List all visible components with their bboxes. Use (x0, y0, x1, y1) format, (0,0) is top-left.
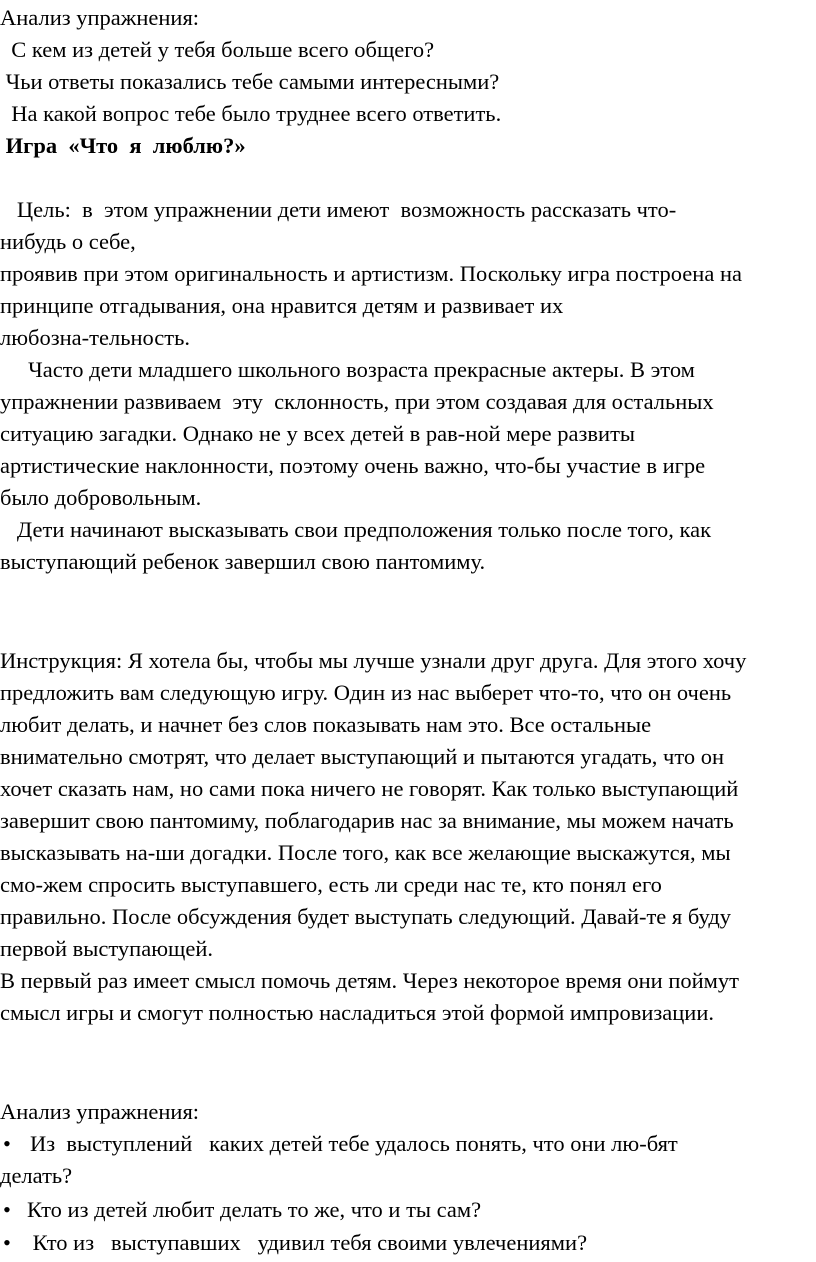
goal-line-8: ситуацию загадки. Однако не у всех детей в рав-ной мере развиты (0, 421, 636, 446)
bullet-1-line-1: Из выступлений каких детей тебе удалось понять, что они лю-бят (30, 1131, 678, 1156)
goal-line-9: артистические наклонности, поэтому очень важно, что-бы участие в игре (0, 453, 706, 478)
instruction-line-1: Инструкция: Я хотела бы, чтобы мы лучше узнали друг друга. Для этого хочу (0, 648, 747, 673)
instruction-line-7: высказывать на-ши догадки. После того, как все желающие выскажутся, мы (0, 840, 731, 865)
goal-line-5: любозна-тельность. (0, 325, 191, 350)
instruction-line-6: завершит свою пантомиму, поблагодарив нас за внимание, мы можем начать (0, 808, 734, 833)
bullet-marker-1: • (3, 1131, 11, 1156)
question-1: С кем из детей у тебя больше всего общего? (0, 37, 435, 62)
goal-line-11: Дети начинают высказывать свои предположения только после того, как (0, 517, 712, 542)
instruction-line-12: смысл игры и смогут полностью насладиться этой формой импровизации. (0, 1000, 714, 1025)
instruction-line-8: смо-жем спросить выступавшего, есть ли среди нас те, кто понял его (0, 872, 662, 897)
bullet-2: Кто из детей любит делать то же, что и ты сам? (27, 1197, 482, 1222)
instruction-line-11: В первый раз имеет смысл помочь детям. Через некоторое время они поймут (0, 968, 739, 993)
bullet-1-line-2: делать? (0, 1163, 73, 1188)
bullet-3: Кто из выступавших удивил тебя своими увлечениями? (27, 1230, 588, 1255)
instruction-line-2: предложить вам следующую игру. Один из нас выберет что-то, что он очень (0, 680, 732, 705)
goal-line-10: было добровольным. (0, 485, 202, 510)
instruction-line-5: хочет сказать нам, но сами пока ничего не говорят. Как только выступающий (0, 776, 739, 801)
instruction-line-10: первой выступающей. (0, 936, 213, 961)
question-2: Чьи ответы показались тебе самыми интересными? (0, 69, 500, 94)
goal-line-2: нибудь о себе, (0, 229, 136, 254)
instruction-line-4: внимательно смотрят, что делает выступающий и пытаются угадать, что он (0, 744, 725, 769)
goal-line-1: Цель: в этом упражнении дети имеют возможность рассказать что- (0, 197, 677, 222)
bullet-marker-2: • (3, 1197, 11, 1222)
goal-line-4: принципе отгадывания, она нравится детям и развивает их (0, 293, 564, 318)
goal-line-7: упражнении развиваем эту склонность, при этом создавая для остальных (0, 389, 714, 414)
instruction-line-9: правильно. После обсуждения будет выступать следующий. Давай-те я буду (0, 904, 732, 929)
analysis-heading-2: Анализ упражнения: (0, 1099, 200, 1124)
bullet-marker-3: • (3, 1230, 11, 1255)
analysis-heading-1: Анализ упражнения: (0, 5, 200, 30)
goal-line-3: проявив при этом оригинальность и артистизм. Поскольку игра построена на (0, 261, 742, 286)
goal-line-12: выступающий ребенок завершил свою пантомиму. (0, 549, 486, 574)
instruction-line-3: любит делать, и начнет без слов показывать нам это. Все остальные (0, 712, 652, 737)
question-3: На какой вопрос тебе было труднее всего ответить. (0, 101, 502, 126)
game-title: Игра «Что я люблю?» (0, 133, 246, 158)
goal-line-6: Часто дети младшего школьного возраста прекрасные актеры. В этом (0, 357, 695, 382)
